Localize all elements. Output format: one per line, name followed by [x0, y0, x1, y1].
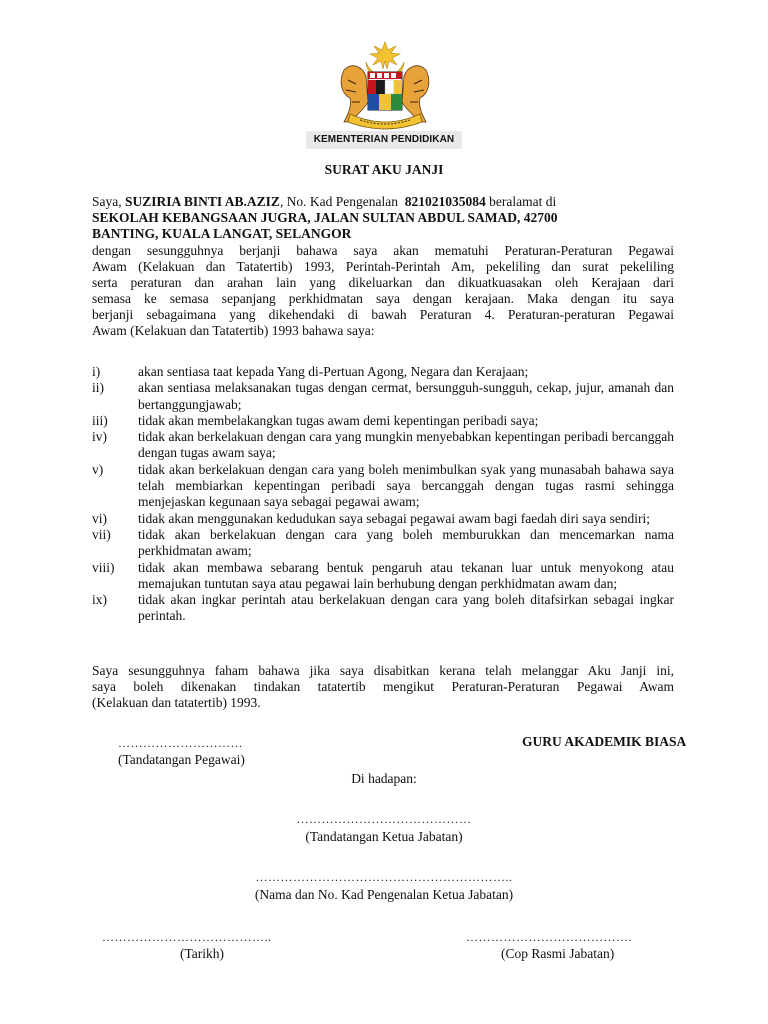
- list-item: [92, 462, 674, 511]
- pledge-line: semasa ke semasa sepanjang perkhidmatan saya dengan kerajaan. Maka dengan itu saya: [92, 291, 674, 306]
- pledge-line: berjanji sebagaimana yang dikehendaki di bawah Peraturan 4. Peraturan-peraturan Pegawai: [92, 307, 674, 322]
- head-name-line: ……………………………………………………..: [255, 870, 513, 884]
- stamp-label: (Cop Rasmi Jabatan): [501, 946, 615, 961]
- pledge-line: Awam (Kelakuan dan Tatatertib) 1993 bahawa saya:: [92, 323, 375, 338]
- item-text: tidak akan menggunakan kedudukan saya sebagai pegawai awam bagi faedah diri saya sendiri;: [138, 510, 651, 526]
- address-line-1: [92, 210, 674, 226]
- address-line-2: [92, 226, 674, 242]
- item-number: i): [92, 364, 101, 379]
- malaysia-coat-of-arms-icon: [330, 40, 440, 132]
- item-text: tidak akan membawa sebarang bentuk pengaruh atau tekanan luar untuk menyokong atau memajukan tuntutan saya atau pegawai lain berhubung dengan perkhidmatan awam dan;: [138, 559, 674, 591]
- address-label: beralamat di: [489, 194, 557, 209]
- before-label: Di hadapan:: [351, 771, 417, 786]
- pledge-paragraph: [92, 243, 674, 339]
- ministry-banner: KEMENTERIAN PENDIDIKAN: [306, 131, 462, 149]
- officer-position: GURU AKADEMIK BIASA: [522, 734, 687, 749]
- item-text: tidak akan berkelakuan dengan cara yang mungkin menyebabkan kepentingan peribadi bercanggah dengan tugas awam saya;: [138, 429, 674, 461]
- item-text: akan sentiasa melaksanakan tugas dengan cermat, bersungguh-sungguh, cekap, jujur, amanah dan bertanggungjawab;: [138, 380, 674, 412]
- item-number: v): [92, 461, 104, 477]
- intro-saya: Saya,: [92, 194, 122, 209]
- item-number: vi): [92, 510, 107, 526]
- pledge-line: serta peraturan dan arahan lain yang dikeluarkan dan dikuatkuasakan oleh Kerajaan dari: [92, 275, 674, 290]
- item-number: ix): [92, 592, 107, 608]
- pledge-list: [92, 364, 674, 625]
- address-text-1: SEKOLAH KEBANGSAAN JUGRA, JALAN SULTAN ABDUL SAMAD, 42700: [92, 210, 558, 225]
- closing-line: Saya sesungguhnya faham bahawa jika saya disabitkan kerana telah melanggar Aku Janji ini,: [92, 663, 674, 678]
- pledge-line: Awam (Kelakuan dan Tatatertib) 1993, Perintah-Perintah Am, pekeliling dan surat pekeliling: [92, 259, 674, 274]
- list-item: [92, 380, 674, 413]
- pledge-line: dengan sesungguhnya berjanji bahawa saya akan mematuhi Peraturan-Peraturan Pegawai: [92, 243, 674, 258]
- intro-line: [92, 194, 674, 210]
- item-number: iv): [92, 429, 107, 445]
- item-number: viii): [92, 559, 115, 575]
- list-item: [92, 429, 674, 462]
- officer-signature-label: (Tandatangan Pegawai): [118, 752, 245, 767]
- item-text: tidak akan ingkar perintah atau berkelakuan dengan cara yang boleh ditafsirkan sebagai ingkar perintah.: [138, 592, 674, 624]
- list-item: [92, 413, 674, 429]
- id-label: , No. Kad Pengenalan: [279, 194, 399, 209]
- document-title: SURAT AKU JANJI: [324, 162, 444, 177]
- list-item: [92, 527, 674, 560]
- item-text: tidak akan membelakangkan tugas awam demi kepentingan peribadi saya;: [138, 412, 539, 428]
- item-text: tidak akan berkelakuan dengan cara yang boleh menimbulkan syak yang munasabah bahawa saya telah membiarkan kepentingan peribadi saya bercanggah dengan tugas rasmi sehingga menjejaskan kegunaan saya sebagai pegawai awam;: [138, 461, 674, 510]
- list-item: [92, 364, 674, 380]
- id-number: 821021035084: [404, 194, 486, 209]
- head-name-label: (Nama dan No. Kad Pengenalan Ketua Jabatan): [254, 887, 514, 902]
- item-number: vii): [92, 526, 111, 542]
- officer-signature-line: …………………………: [118, 736, 243, 750]
- date-line: …………………………………..: [102, 930, 272, 944]
- list-item: [92, 511, 674, 527]
- item-number: ii): [92, 380, 104, 396]
- address-text-2: BANTING, KUALA LANGAT, SELANGOR: [92, 226, 352, 241]
- stamp-line: ………………………………….: [466, 930, 632, 944]
- date-label: (Tarikh): [180, 946, 225, 961]
- item-number: iii): [92, 412, 108, 428]
- item-text: akan sentiasa taat kepada Yang di-Pertuan Agong, Negara dan Kerajaan;: [138, 364, 529, 379]
- closing-line: (Kelakuan dan tatatertib) 1993.: [92, 695, 261, 710]
- officer-name: SUZIRIA BINTI AB.AZIZ: [125, 194, 280, 209]
- head-signature-line: ……………………………………: [296, 812, 472, 826]
- head-signature-label: (Tandatangan Ketua Jabatan): [305, 829, 463, 844]
- list-item: [92, 560, 674, 593]
- closing-line: saya boleh dikenakan tindakan tatatertib mengikut Peraturan-Peraturan Pegawai Awam: [92, 679, 674, 694]
- item-text: tidak akan berkelakuan dengan cara yang boleh memburukkan dan mencemarkan nama perkhidmatan awam;: [138, 526, 674, 559]
- closing-paragraph: [92, 663, 674, 711]
- list-item: [92, 592, 674, 625]
